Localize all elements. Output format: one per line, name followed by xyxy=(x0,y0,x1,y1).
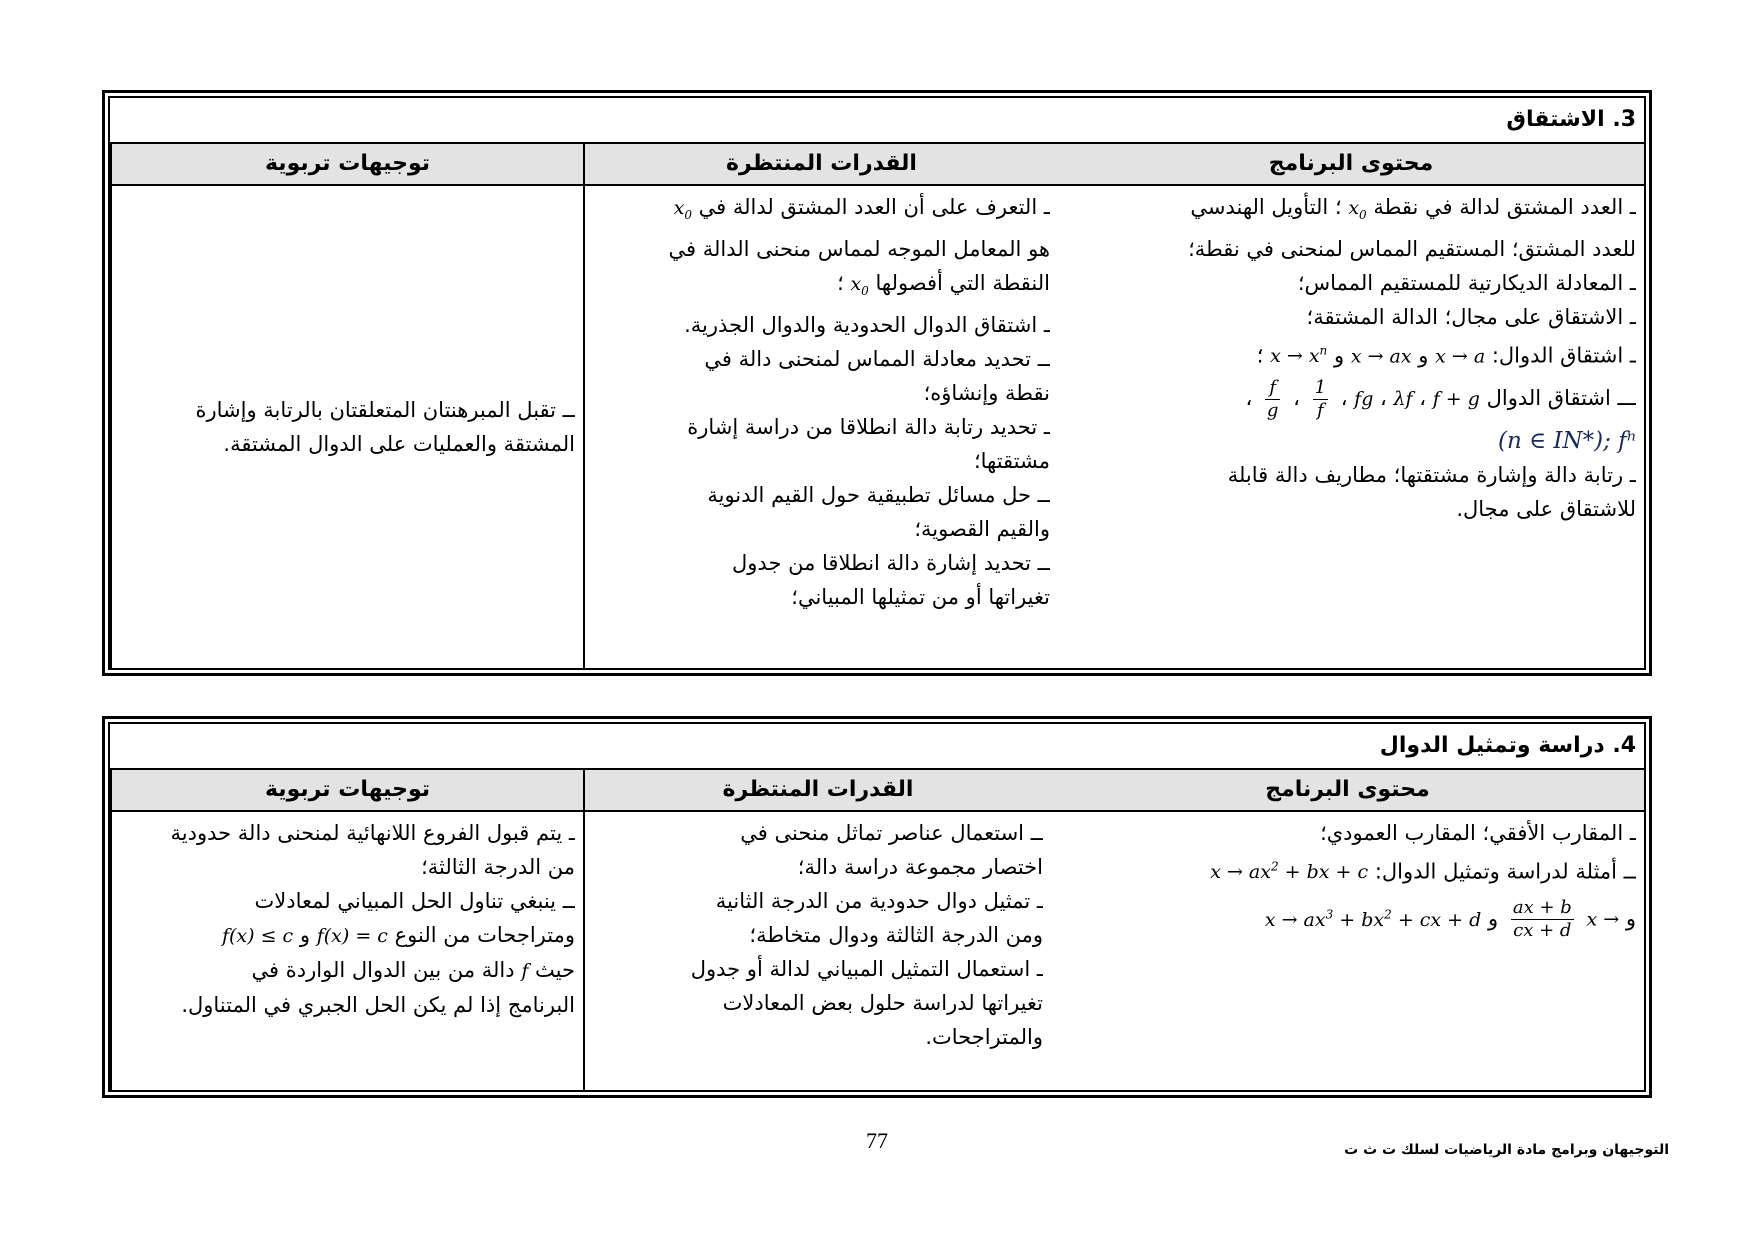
content-line: ـ رتابة دالة وإشارة مشتقتها؛ مطاريف دالة قابلة xyxy=(1227,463,1636,488)
table-header xyxy=(110,770,1644,812)
content-line: ـ المعادلة الديكارتية للمستقيم المماس؛ xyxy=(1297,270,1636,295)
abilities-line: ــ استعمال عناصر تماثل منحنى في xyxy=(740,821,1043,845)
header-content: محتوى البرنامج xyxy=(1268,151,1434,176)
guidance-line: ــ تقبل المبرهنتان المتعلقتان بالرتابة وإشارة xyxy=(195,398,575,422)
footer-note: التوجيهان وبرامج مادة الرياضيات لسلك ت ث ت xyxy=(1344,1142,1669,1158)
content-line: و x → $\frac{ax + b}{cx + d}$ و $x \to ax^3 + bx^2$ + cx + d xyxy=(1264,897,1636,942)
abilities-line: ـ تمثيل دوال حدودية من الدرجة الثانية xyxy=(715,889,1043,913)
header-abilities: القدرات المنتظرة xyxy=(583,144,1058,184)
content-line: ـ المقارب الأفقي؛ المقارب العمودي؛ xyxy=(1320,821,1636,845)
abilities-line: ـ اشتقاق الدوال الحدودية والدوال الجذرية. xyxy=(684,312,1050,337)
abilities-column xyxy=(583,186,1058,668)
abilities-column xyxy=(583,812,1051,1090)
section-title: 3. الاشتقاق xyxy=(110,98,1644,144)
guidance-line: من الدرجة الثالثة؛ xyxy=(421,855,575,879)
content-line: (n ∈ IN*); fⁿ xyxy=(1497,428,1636,455)
content-line: ـــ اشتقاق الدوال f + g ، λf ، fg ، $\frac{1}{f}$ ، $\frac{f}{g}$ ، xyxy=(1245,376,1636,421)
guidance-column xyxy=(110,186,583,668)
abilities-line: مشتقتها؛ xyxy=(973,448,1050,473)
header-guidance: توجيهات تربوية xyxy=(110,144,583,184)
abilities-line: والقيم القصوية؛ xyxy=(914,516,1050,541)
guidance-column xyxy=(110,812,583,1090)
section-derivation xyxy=(102,90,1652,676)
section-function-study xyxy=(102,716,1652,1098)
page-number: 77 xyxy=(866,1128,888,1153)
table-body xyxy=(110,812,1644,1090)
abilities-line: ــ حل مسائل تطبيقية حول القيم الدنوية xyxy=(707,482,1050,507)
guidance-line: حيث f دالة من بين الدوال الواردة في xyxy=(251,958,575,982)
abilities-line: والمتراجحات. xyxy=(925,1025,1043,1049)
content-line: للاشتقاق على مجال. xyxy=(1456,497,1636,522)
guidance-line: ومتراجحات من النوع f(x) = c و f(x) ≤ c xyxy=(221,923,575,947)
abilities-line: ـ التعرف على أن العدد المشتق لدالة في $x_0$ xyxy=(673,195,1050,222)
header-content: محتوى البرنامج xyxy=(1265,777,1430,802)
abilities-line: هو المعامل الموجه لمماس منحنى الدالة في xyxy=(668,236,1050,261)
content-column xyxy=(1051,812,1644,1090)
table-header xyxy=(110,144,1644,186)
abilities-line: اختصار مجموعة دراسة دالة؛ xyxy=(797,855,1043,879)
guidance-line: ـ يتم قبول الفروع اللانهائية لمنحنى دالة حدودية xyxy=(170,821,575,845)
abilities-line: تغيراتها لدراسة حلول بعض المعادلات xyxy=(722,991,1043,1015)
abilities-line: النقطة التي أفصولها $x_0$ ؛ xyxy=(837,270,1050,298)
content-line: ـ اشتقاق الدوال: x → a و x → ax و $x \to x^n$ ؛ xyxy=(1256,343,1636,368)
content-line: للعدد المشتق؛ المستقيم المماس لمنحنى في نقطة؛ xyxy=(1188,236,1636,261)
abilities-line: نقطة وإنشاؤه؛ xyxy=(923,380,1050,405)
table-body xyxy=(110,186,1644,668)
guidance-line: البرنامج إذا لم يكن الحل الجبري في المتناول. xyxy=(181,993,575,1017)
content-line: ــ أمثلة لدراسة وتمثيل الدوال: $x \to ax^2$ + bx + c xyxy=(1210,859,1636,884)
section-title: 4. دراسة وتمثيل الدوال xyxy=(110,724,1644,770)
abilities-line: ـ استعمال التمثيل المبياني لدالة أو جدول xyxy=(690,957,1043,981)
abilities-line: تغيراتها أو من تمثيلها المبياني؛ xyxy=(791,584,1050,609)
header-abilities: القدرات المنتظرة xyxy=(583,770,1051,810)
guidance-line: ــ ينبغي تناول الحل المبياني لمعادلات xyxy=(254,889,575,913)
abilities-line: ــ تحديد معادلة المماس لمنحنى دالة في xyxy=(704,346,1050,371)
guidance-line: المشتقة والعمليات على الدوال المشتقة. xyxy=(223,432,575,456)
content-line: ـ العدد المشتق لدالة في نقطة $x_0$ ؛ التأويل الهندسي xyxy=(1190,195,1636,222)
content-line: ـ الاشتقاق على مجال؛ الدالة المشتقة؛ xyxy=(1306,304,1636,329)
abilities-line: ومن الدرجة الثالثة ودوال متخاطة؛ xyxy=(749,923,1043,947)
abilities-line: ــ تحديد إشارة دالة انطلاقا من جدول xyxy=(732,550,1050,575)
abilities-line: ـ تحديد رتابة دالة انطلاقا من دراسة إشارة xyxy=(687,414,1050,439)
content-column xyxy=(1058,186,1644,668)
header-guidance: توجيهات تربوية xyxy=(110,770,583,810)
